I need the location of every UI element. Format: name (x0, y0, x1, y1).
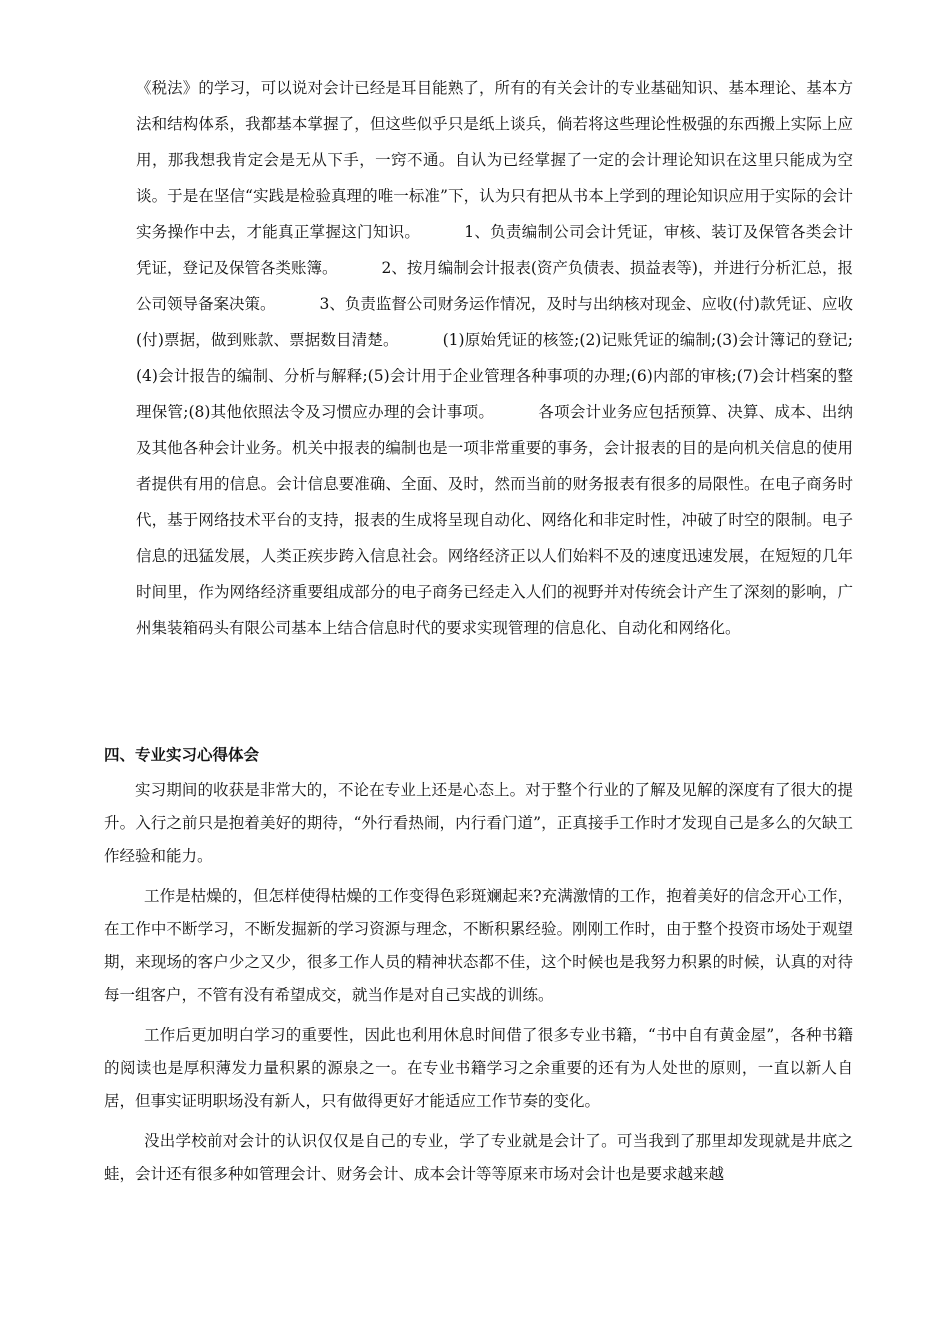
accounting-business-text: 各项会计业务应包括预算、决算、成本、出纳及其他各种会计业务。机关中报表的编制也是一项非常重要的事务，会计报表的目的是向机关信息的使用者提供有用的信息。会计信息要准确、全面、及时，然而当前的财务报表有很多的局限性。在电子商务时代，基于网络技术平台的支持，报表的生成将呈现自动化、网络化和非定时性，冲破了时空的限制。电子信息的迅猛发展，人类正疾步跨入信息社会。网络经济正以人们始料不及的速度迅速发展，在短短的几年时间里，作为网络经济重要组成部分的电子商务已经走入人们的视野并对传统会计产生了深刻的影响，广州集装箱码头有限公司基本上结合信息时代的要求实现管理的信息化、自动化和网络化。 (136, 403, 853, 637)
experience-paragraph-1: 实习期间的收获是非常大的，不论在专业上还是心态上。对于整个行业的了解及见解的深度有了很大的提升。入行之前只是抱着美好的期待，“外行看热闹，内行看门道”，正真接手工作时才发现自己是多么的欠缺工作经验和能力。 (104, 781, 853, 865)
duty-item-3: 3、负责监督公司财务运作情况，及时与出纳核对现金、应收(付)款凭证、应收(付)票据，做到账款、票据数目清楚。 (136, 295, 853, 349)
experience-paragraph-2: 工作是枯燥的，但怎样使得枯燥的工作变得色彩斑斓起来?充满激情的工作，抱着美好的信念开心工作，在工作中不断学习，不断发掘新的学习资源与理念，不断积累经验。刚刚工作时，由于整个投资市场处于观望期，来现场的客户少之又少，很多工作人员的精神状态都不佳，这个时候也是我努力积累的时候，认真的对待每一组客户，不管有没有希望成交，就当作是对自己实战的训练。 (104, 887, 853, 1004)
duty-item-1: 1、负责编制公司会计凭证，审核、装订及保管各类会计凭证，登记及保管各类账簿。 (136, 223, 853, 277)
internship-experience-section (104, 774, 853, 1198)
experience-paragraph-4: 没出学校前对会计的认识仅仅是自己的专业，学了专业就是会计了。可当我到了那里却发现就是井底之蛙，会计还有很多种如管理会计、财务会计、成本会计等等原来市场对会计也是要求越来越 (104, 1132, 853, 1183)
experience-paragraph-3: 工作后更加明白学习的重要性，因此也利用休息时间借了很多专业书籍，“书中自有黄金屋”，各种书籍的阅读也是厚积薄发力量积累的源泉之一。在专业书籍学习之余重要的还有为人处世的原则，一直以新人自居，但事实证明职场没有新人，只有做得更好才能适应工作节奏的变化。 (104, 1026, 853, 1110)
duty-item-2: 2、按月编制会计报表(资产负债表、损益表等)，并进行分析汇总，报公司领导备案决策。 (136, 259, 853, 313)
accounting-tasks-list: (1)原始凭证的核签;(2)记账凭证的编制;(3)会计簿记的登记;(4)会计报告的编制、分析与解释;(5)会计用于企业管理各种事项的办理;(6)内部的审核;(7)会计档案的整理保管;(8)其他依照法令及习惯应办理的会计事项。 (136, 331, 853, 421)
body-paragraph (136, 70, 853, 646)
tax-law-study-text: 《税法》的学习，可以说对会计已经是耳目能熟了，所有的有关会计的专业基础知识、基本理论、基本方法和结构体系，我都基本掌握了，但这些似乎只是纸上谈兵，倘若将这些理论性极强的东西搬上实际上应用，那我想我肯定会是无从下手，一窍不通。自认为已经掌握了一定的会计理论知识在这里只能成为空谈。于是在坚信“实践是检验真理的唯一标准”下，认为只有把从书本上学到的理论知识应用于实际的会计实务操作中去，才能真正掌握这门知识。 (136, 79, 853, 241)
accounting-duties-section (136, 70, 853, 646)
section-heading: 四、专业实习心得体会 (104, 746, 260, 764)
